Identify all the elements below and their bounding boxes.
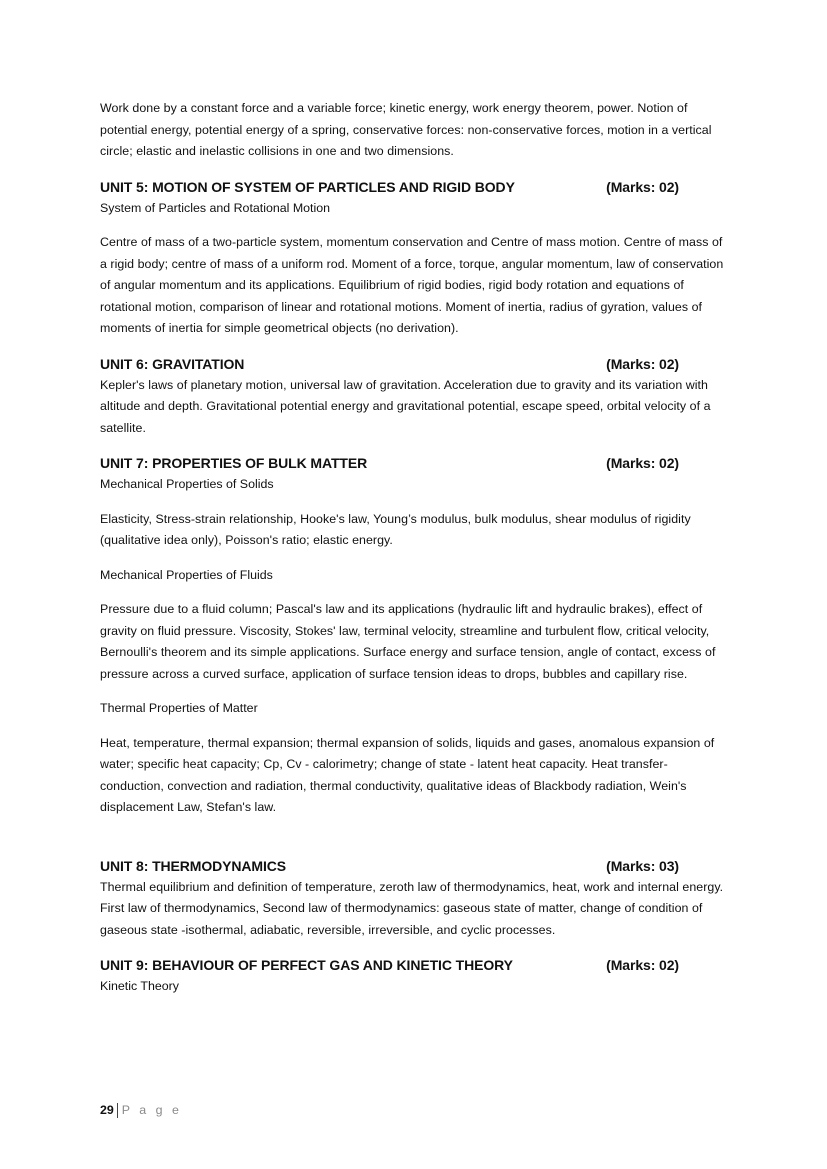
unit8-marks: (Marks: 03) (606, 857, 679, 874)
unit7-body-solids: Elasticity, Stress-strain relationship, Hooke's law, Young’s modulus, bulk modulus, shear modulus of rigidity (qualitative idea only), Poisson's ratio; elastic energy. (100, 511, 691, 547)
unit7-body-thermal: Heat, temperature, thermal expansion; thermal expansion of solids, liquids and gases, anomalous expansion of water; specific heat capacity; Cp, Cv - calorimetry; change of state - latent heat capacity. Heat transfer-conduction, convection and radiation, thermal conductivity, qualitative ideas of Blackbody radiation, Wein's displacement Law, Stefan's law. (100, 735, 715, 814)
unit8-body: Thermal equilibrium and definition of temperature, zeroth law of thermodynamics, heat, work and internal energy. First law of thermodynamics, Second law of thermodynamics: gaseous state of matter, change of condition of gaseous state -isothermal, adiabatic, reversible, irreversible, and cyclic processes. (100, 879, 724, 937)
unit6-body: Kepler's laws of planetary motion, universal law of gravitation. Acceleration due to gravity and its variation with altitude and depth. Gravitational potential energy and gravitational potential, escape speed, orbital velocity of a satellite. (100, 377, 711, 435)
unit8-title: UNIT 8: THERMODYNAMICS (100, 857, 287, 874)
page-footer (100, 1101, 182, 1119)
unit5-title: UNIT 5: MOTION OF SYSTEM OF PARTICLES AND RIGID BODY (100, 178, 515, 195)
unit9-title: UNIT 9: BEHAVIOUR OF PERFECT GAS AND KINETIC THEORY (100, 957, 513, 973)
unit5-body: Centre of mass of a two-particle system, momentum conservation and Centre of mass motion. Centre of mass of a rigid body; centre of mass of a uniform rod. Moment of a force, torque, angular momentum, law of conservation of angular momentum and its applications. Equilibrium of rigid bodies, rigid body rotation and equations of rotational motion, comparison of linear and rotational motions. Moment of inertia, radius of gyration, values of moments of inertia for simple geometrical objects (no derivation). (100, 235, 724, 335)
unit7-subtitle-thermal: Thermal Properties of Matter (100, 701, 258, 715)
unit7-marks: (Marks: 02) (606, 455, 679, 471)
unit6-marks: (Marks: 02) (606, 355, 679, 372)
unit5-subtitle: System of Particles and Rotational Motion (100, 200, 331, 215)
unit7-subtitle-fluids: Mechanical Properties of Fluids (100, 567, 273, 582)
page-label: P a g e (121, 1103, 182, 1117)
unit9-subtitle: Kinetic Theory (100, 979, 179, 993)
unit9-heading (100, 954, 679, 976)
unit9-marks: (Marks: 02) (606, 957, 679, 973)
unit7-subtitle-solids: Mechanical Properties of Solids (100, 477, 274, 491)
unit5-marks: (Marks: 02) (606, 178, 679, 195)
unit7-body-fluids: Pressure due to a fluid column; Pascal's law and its applications (hydraulic lift and hydraulic brakes), effect of gravity on fluid pressure. Viscosity, Stokes' law, terminal velocity, streamline and turbulent flow, critical velocity, Bernoulli's theorem and its simple applications. Surface energy and surface tension, angle of contact, excess of pressure across a curved surface, application of surface tension ideas to drops, bubbles and capillary rise. (100, 602, 716, 681)
page-number: 29 (100, 1103, 114, 1117)
unit8-heading (100, 855, 679, 877)
footer-divider (117, 1103, 118, 1118)
unit7-heading (100, 452, 679, 474)
unit4-body: Work done by a constant force and a variable force; kinetic energy, work energy theorem, power. Notion of potential energy, potential energy of a spring, conservative forces: non-conservative forces, motion in a vertical circle; elastic and inelastic collisions in one and two dimensions. (100, 101, 712, 158)
document-page (100, 98, 730, 998)
unit7-title: UNIT 7: PROPERTIES OF BULK MATTER (100, 455, 368, 471)
unit5-heading (100, 176, 679, 198)
unit6-heading (100, 353, 679, 375)
unit6-title: UNIT 6: GRAVITATION (100, 355, 245, 372)
